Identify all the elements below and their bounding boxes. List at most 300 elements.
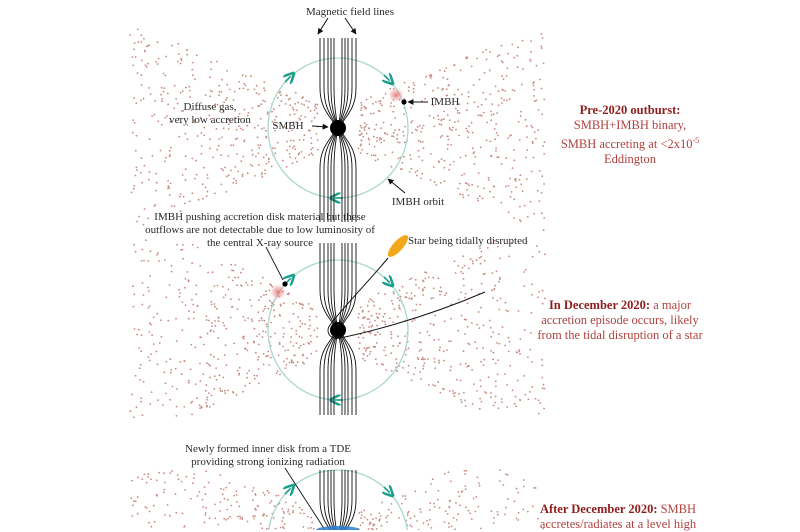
gas-dot	[199, 491, 201, 493]
gas-dot	[186, 54, 188, 56]
gas-dot	[257, 144, 259, 146]
gas-dot	[225, 344, 227, 346]
gas-dot	[160, 319, 162, 321]
gas-dot	[178, 289, 180, 291]
gas-dot	[447, 114, 449, 116]
gas-dot	[365, 350, 367, 352]
gas-dot	[317, 327, 319, 329]
gas-dot	[205, 493, 207, 495]
gas-dot	[255, 352, 257, 354]
gas-dot	[245, 348, 247, 350]
gas-dot	[265, 294, 267, 296]
gas-dot	[194, 473, 196, 475]
gas-dot	[199, 363, 201, 365]
gas-dot	[526, 125, 528, 127]
gas-dot	[211, 395, 213, 397]
gas-dot	[368, 301, 370, 303]
gas-dot	[199, 407, 201, 409]
gas-dot	[421, 173, 423, 175]
gas-dot	[149, 171, 151, 173]
gas-dot	[211, 91, 213, 93]
gas-dot	[360, 134, 362, 136]
gas-dot	[457, 188, 459, 190]
gas-dot	[296, 110, 298, 112]
gas-dot	[364, 516, 366, 518]
gas-dot	[429, 115, 431, 117]
gas-dot	[438, 119, 440, 121]
gas-dot	[226, 70, 228, 72]
gas-dot	[433, 125, 435, 127]
gas-dot	[286, 166, 288, 168]
gas-dot	[490, 93, 492, 95]
gas-dot	[539, 170, 541, 172]
gas-dot	[402, 367, 404, 369]
gas-dot	[503, 484, 505, 486]
gas-dot	[496, 270, 498, 272]
gas-dot	[381, 502, 383, 504]
gas-dot	[501, 102, 503, 104]
gas-dot	[384, 293, 386, 295]
gas-dot	[391, 166, 393, 168]
gas-dot	[358, 148, 360, 150]
gas-dot	[237, 370, 239, 372]
gas-dot	[433, 503, 435, 505]
gas-dot	[237, 277, 239, 279]
gas-dot	[218, 91, 220, 93]
gas-dot	[216, 61, 218, 63]
gas-dot	[221, 184, 223, 186]
gas-dot	[133, 417, 135, 419]
gas-dot	[437, 277, 439, 279]
gas-dot	[373, 154, 375, 156]
gas-dot	[541, 377, 543, 379]
gas-dot	[369, 298, 371, 300]
gas-dot	[468, 125, 470, 127]
gas-dot	[373, 346, 375, 348]
gas-dot	[379, 512, 381, 514]
gas-dot	[439, 290, 441, 292]
gas-dot	[388, 509, 390, 511]
gas-dot	[367, 305, 369, 307]
gas-dot	[360, 152, 362, 154]
gas-dot	[466, 189, 468, 191]
gas-dot	[519, 179, 521, 181]
gas-dot	[462, 194, 464, 196]
star-label: Star being tidally disrupted	[408, 235, 528, 247]
gas-dot	[379, 333, 381, 335]
caption-line: accretion episode occurs, likely	[541, 313, 699, 327]
gas-dot	[485, 49, 487, 51]
gas-dot	[294, 103, 296, 105]
gas-dot	[232, 306, 234, 308]
gas-dot	[194, 78, 196, 80]
gas-dot	[437, 499, 439, 501]
gas-dot	[254, 127, 256, 129]
gas-dot	[480, 528, 482, 530]
gas-dot	[479, 380, 481, 382]
gas-dot	[385, 323, 387, 325]
gas-dot	[273, 108, 275, 110]
gas-dot	[530, 51, 532, 53]
gas-dot	[253, 487, 255, 489]
gas-dot	[477, 115, 479, 117]
gas-dot	[186, 476, 188, 478]
gas-dot	[476, 390, 478, 392]
gas-dot	[293, 145, 295, 147]
gas-dot	[368, 347, 370, 349]
gas-dot	[508, 351, 510, 353]
gas-dot	[228, 277, 230, 279]
gas-dot	[407, 514, 409, 516]
gas-dot	[148, 290, 150, 292]
gas-dot	[439, 347, 441, 349]
gas-dot	[230, 298, 232, 300]
gas-dot	[504, 345, 506, 347]
gas-dot	[381, 105, 383, 107]
gas-dot	[279, 342, 281, 344]
gas-dot	[372, 103, 374, 105]
gas-dot	[482, 198, 484, 200]
gas-dot	[538, 251, 540, 253]
gas-dot	[176, 340, 178, 342]
gas-dot	[189, 90, 191, 92]
gas-dot	[175, 318, 177, 320]
gas-dot	[369, 524, 371, 526]
gas-dot	[265, 290, 267, 292]
gas-dot	[253, 518, 255, 520]
gas-dot	[240, 160, 242, 162]
gas-dot	[508, 211, 510, 213]
gas-dot	[144, 51, 146, 53]
gas-dot	[497, 511, 499, 513]
gas-dot	[430, 179, 432, 181]
gas-dot	[540, 45, 542, 47]
gas-dot	[462, 267, 464, 269]
imbh-orbit-circle	[268, 470, 408, 530]
gas-dot	[466, 128, 468, 130]
gas-dot	[515, 396, 517, 398]
gas-dot	[444, 160, 446, 162]
gas-dot	[413, 88, 415, 90]
gas-dot	[132, 285, 134, 287]
gas-dot	[376, 124, 378, 126]
gas-dot	[501, 45, 503, 47]
gas-dot	[218, 320, 220, 322]
gas-dot	[409, 154, 411, 156]
gas-dot	[483, 273, 485, 275]
gas-dot	[362, 136, 364, 138]
gas-dot	[372, 518, 374, 520]
gas-dot	[252, 515, 254, 517]
gas-dot	[376, 342, 378, 344]
gas-dot	[408, 298, 410, 300]
gas-dot	[370, 96, 372, 98]
gas-dot	[450, 318, 452, 320]
gas-dot	[498, 90, 500, 92]
gas-dot	[167, 320, 169, 322]
gas-dot	[451, 526, 453, 528]
gas-dot	[237, 516, 239, 518]
gas-dot	[135, 500, 137, 502]
gas-dot	[402, 495, 404, 497]
gas-dot	[225, 328, 227, 330]
gas-dot	[439, 507, 441, 509]
gas-dot	[301, 151, 303, 153]
gas-dot	[143, 473, 145, 475]
gas-dot	[473, 163, 475, 165]
gas-dot	[196, 174, 198, 176]
gas-dot	[249, 382, 251, 384]
gas-dot	[234, 91, 236, 93]
gas-dot	[308, 154, 310, 156]
gas-dot	[234, 277, 236, 279]
gas-dot	[134, 122, 136, 124]
gas-dot	[138, 329, 140, 331]
gas-dot	[500, 202, 502, 204]
gas-dot	[426, 520, 428, 522]
gas-dot	[450, 480, 452, 482]
gas-dot	[386, 133, 388, 135]
gas-dot	[147, 473, 149, 475]
gas-dot	[203, 167, 205, 169]
gas-dot	[296, 342, 298, 344]
gas-dot	[169, 284, 171, 286]
gas-dot	[147, 63, 149, 65]
gas-dot	[243, 338, 245, 340]
gas-dot	[425, 278, 427, 280]
gas-dot	[210, 61, 212, 63]
gas-dot	[460, 380, 462, 382]
gas-dot	[230, 144, 232, 146]
gas-dot	[482, 92, 484, 94]
gas-dot	[507, 137, 509, 139]
gas-dot	[433, 324, 435, 326]
gas-dot	[254, 515, 256, 517]
gas-dot	[253, 341, 255, 343]
gas-dot	[361, 514, 363, 516]
gas-dot	[289, 98, 291, 100]
gas-dot	[494, 288, 496, 290]
gas-dot	[277, 142, 279, 144]
gas-dot	[404, 296, 406, 298]
gas-dot	[207, 177, 209, 179]
gas-dot	[529, 59, 531, 61]
gas-dot	[219, 388, 221, 390]
gas-dot	[200, 337, 202, 339]
gas-dot	[536, 65, 538, 67]
gas-dot	[299, 320, 301, 322]
gas-dot	[257, 136, 259, 138]
gas-dot	[273, 309, 275, 311]
gas-dot	[205, 512, 207, 514]
gas-dot	[468, 510, 470, 512]
gas-dot	[247, 284, 249, 286]
gas-dot	[446, 88, 448, 90]
gas-dot	[221, 91, 223, 93]
gas-dot	[203, 344, 205, 346]
gas-dot	[520, 183, 522, 185]
gas-dot	[439, 349, 441, 351]
gas-dot	[533, 89, 535, 91]
gas-dot	[414, 515, 416, 517]
gas-dot	[205, 384, 207, 386]
gas-dot	[148, 179, 150, 181]
gas-dot	[434, 181, 436, 183]
gas-dot	[167, 504, 169, 506]
gas-dot	[523, 271, 525, 273]
gas-dot	[457, 330, 459, 332]
gas-dot	[444, 473, 446, 475]
gas-dot	[419, 371, 421, 373]
gas-dot	[235, 180, 237, 182]
gas-dot	[270, 336, 272, 338]
gas-dot	[169, 194, 171, 196]
gas-dot	[151, 334, 153, 336]
gas-dot	[384, 346, 386, 348]
gas-dot	[535, 398, 537, 400]
gas-dot	[473, 498, 475, 500]
gas-dot	[467, 136, 469, 138]
gas-dot	[262, 492, 264, 494]
gas-dot	[469, 343, 471, 345]
gas-dot	[161, 87, 163, 89]
gas-dot	[152, 155, 154, 157]
gas-dot	[236, 153, 238, 155]
gas-dot	[433, 339, 435, 341]
gas-dot	[481, 251, 483, 253]
gas-dot	[402, 286, 404, 288]
gas-dot	[184, 179, 186, 181]
gas-dot	[147, 45, 149, 47]
gas-dot	[457, 110, 459, 112]
gas-dot	[289, 153, 291, 155]
gas-dot	[432, 297, 434, 299]
gas-dot	[459, 183, 461, 185]
gas-dot	[533, 487, 535, 489]
gas-dot	[380, 515, 382, 517]
gas-dot	[235, 138, 237, 140]
gas-dot	[156, 479, 158, 481]
gas-dot	[534, 100, 536, 102]
gas-dot	[432, 90, 434, 92]
gas-dot	[501, 97, 503, 99]
gas-dot	[203, 134, 205, 136]
gas-dot	[260, 296, 262, 298]
gas-dot	[391, 337, 393, 339]
gas-dot	[223, 127, 225, 129]
gas-dot	[523, 486, 525, 488]
gas-dot	[362, 310, 364, 312]
gas-dot	[283, 527, 285, 529]
gas-dot	[256, 92, 258, 94]
gas-dot	[495, 123, 497, 125]
gas-dot	[498, 156, 500, 158]
gas-dot	[463, 197, 465, 199]
gas-dot	[180, 193, 182, 195]
gas-dot	[435, 184, 437, 186]
gas-dot	[170, 372, 172, 374]
gas-dot	[240, 272, 242, 274]
gas-dot	[364, 122, 366, 124]
gas-dot	[155, 61, 157, 63]
gas-dot	[229, 516, 231, 518]
gas-dot	[170, 369, 172, 371]
gas-dot	[415, 172, 417, 174]
gas-dot	[468, 268, 470, 270]
gas-dot	[241, 517, 243, 519]
gas-dot	[448, 522, 450, 524]
gas-dot	[262, 277, 264, 279]
gas-dot	[206, 195, 208, 197]
gas-dot	[444, 180, 446, 182]
gas-dot	[280, 305, 282, 307]
gas-dot	[275, 116, 277, 118]
gas-dot	[283, 511, 285, 513]
gas-dot	[381, 363, 383, 365]
gas-dot	[495, 380, 497, 382]
gas-dot	[443, 111, 445, 113]
gas-dot	[494, 285, 496, 287]
gas-dot	[265, 137, 267, 139]
gas-dot	[270, 357, 272, 359]
gas-dot	[473, 84, 475, 86]
gas-dot	[303, 344, 305, 346]
gas-dot	[242, 175, 244, 177]
gas-dot	[519, 139, 521, 141]
gas-dot	[465, 405, 467, 407]
gas-dot	[416, 170, 418, 172]
gas-dot	[402, 131, 404, 133]
gas-dot	[313, 528, 315, 530]
gas-dot	[225, 519, 227, 521]
gas-dot	[303, 363, 305, 365]
gas-dot	[463, 173, 465, 175]
gas-dot	[536, 100, 538, 102]
gas-dot	[183, 406, 185, 408]
gas-dot	[467, 103, 469, 105]
gas-dot	[370, 514, 372, 516]
gas-dot	[427, 524, 429, 526]
gas-dot	[363, 353, 365, 355]
gas-dot	[219, 510, 221, 512]
gas-dot	[287, 294, 289, 296]
gas-dot	[242, 74, 244, 76]
gas-dot	[394, 129, 396, 131]
gas-dot	[256, 375, 258, 377]
gas-dot	[446, 349, 448, 351]
gas-dot	[148, 307, 150, 309]
gas-dot	[285, 103, 287, 105]
gas-dot	[210, 90, 212, 92]
gas-dot	[466, 109, 468, 111]
gas-dot	[221, 264, 223, 266]
gas-dot	[220, 488, 222, 490]
gas-dot	[419, 125, 421, 127]
gas-dot	[264, 306, 266, 308]
gas-dot	[369, 321, 371, 323]
gas-dot	[308, 328, 310, 330]
gas-dot	[441, 158, 443, 160]
gas-dot	[299, 507, 301, 509]
gas-dot	[236, 494, 238, 496]
gas-dot	[423, 125, 425, 127]
gas-dot	[205, 402, 207, 404]
gas-dot	[417, 357, 419, 359]
gas-dot	[141, 304, 143, 306]
gas-dot	[380, 103, 382, 105]
gas-dot	[142, 414, 144, 416]
gas-dot	[157, 63, 159, 65]
